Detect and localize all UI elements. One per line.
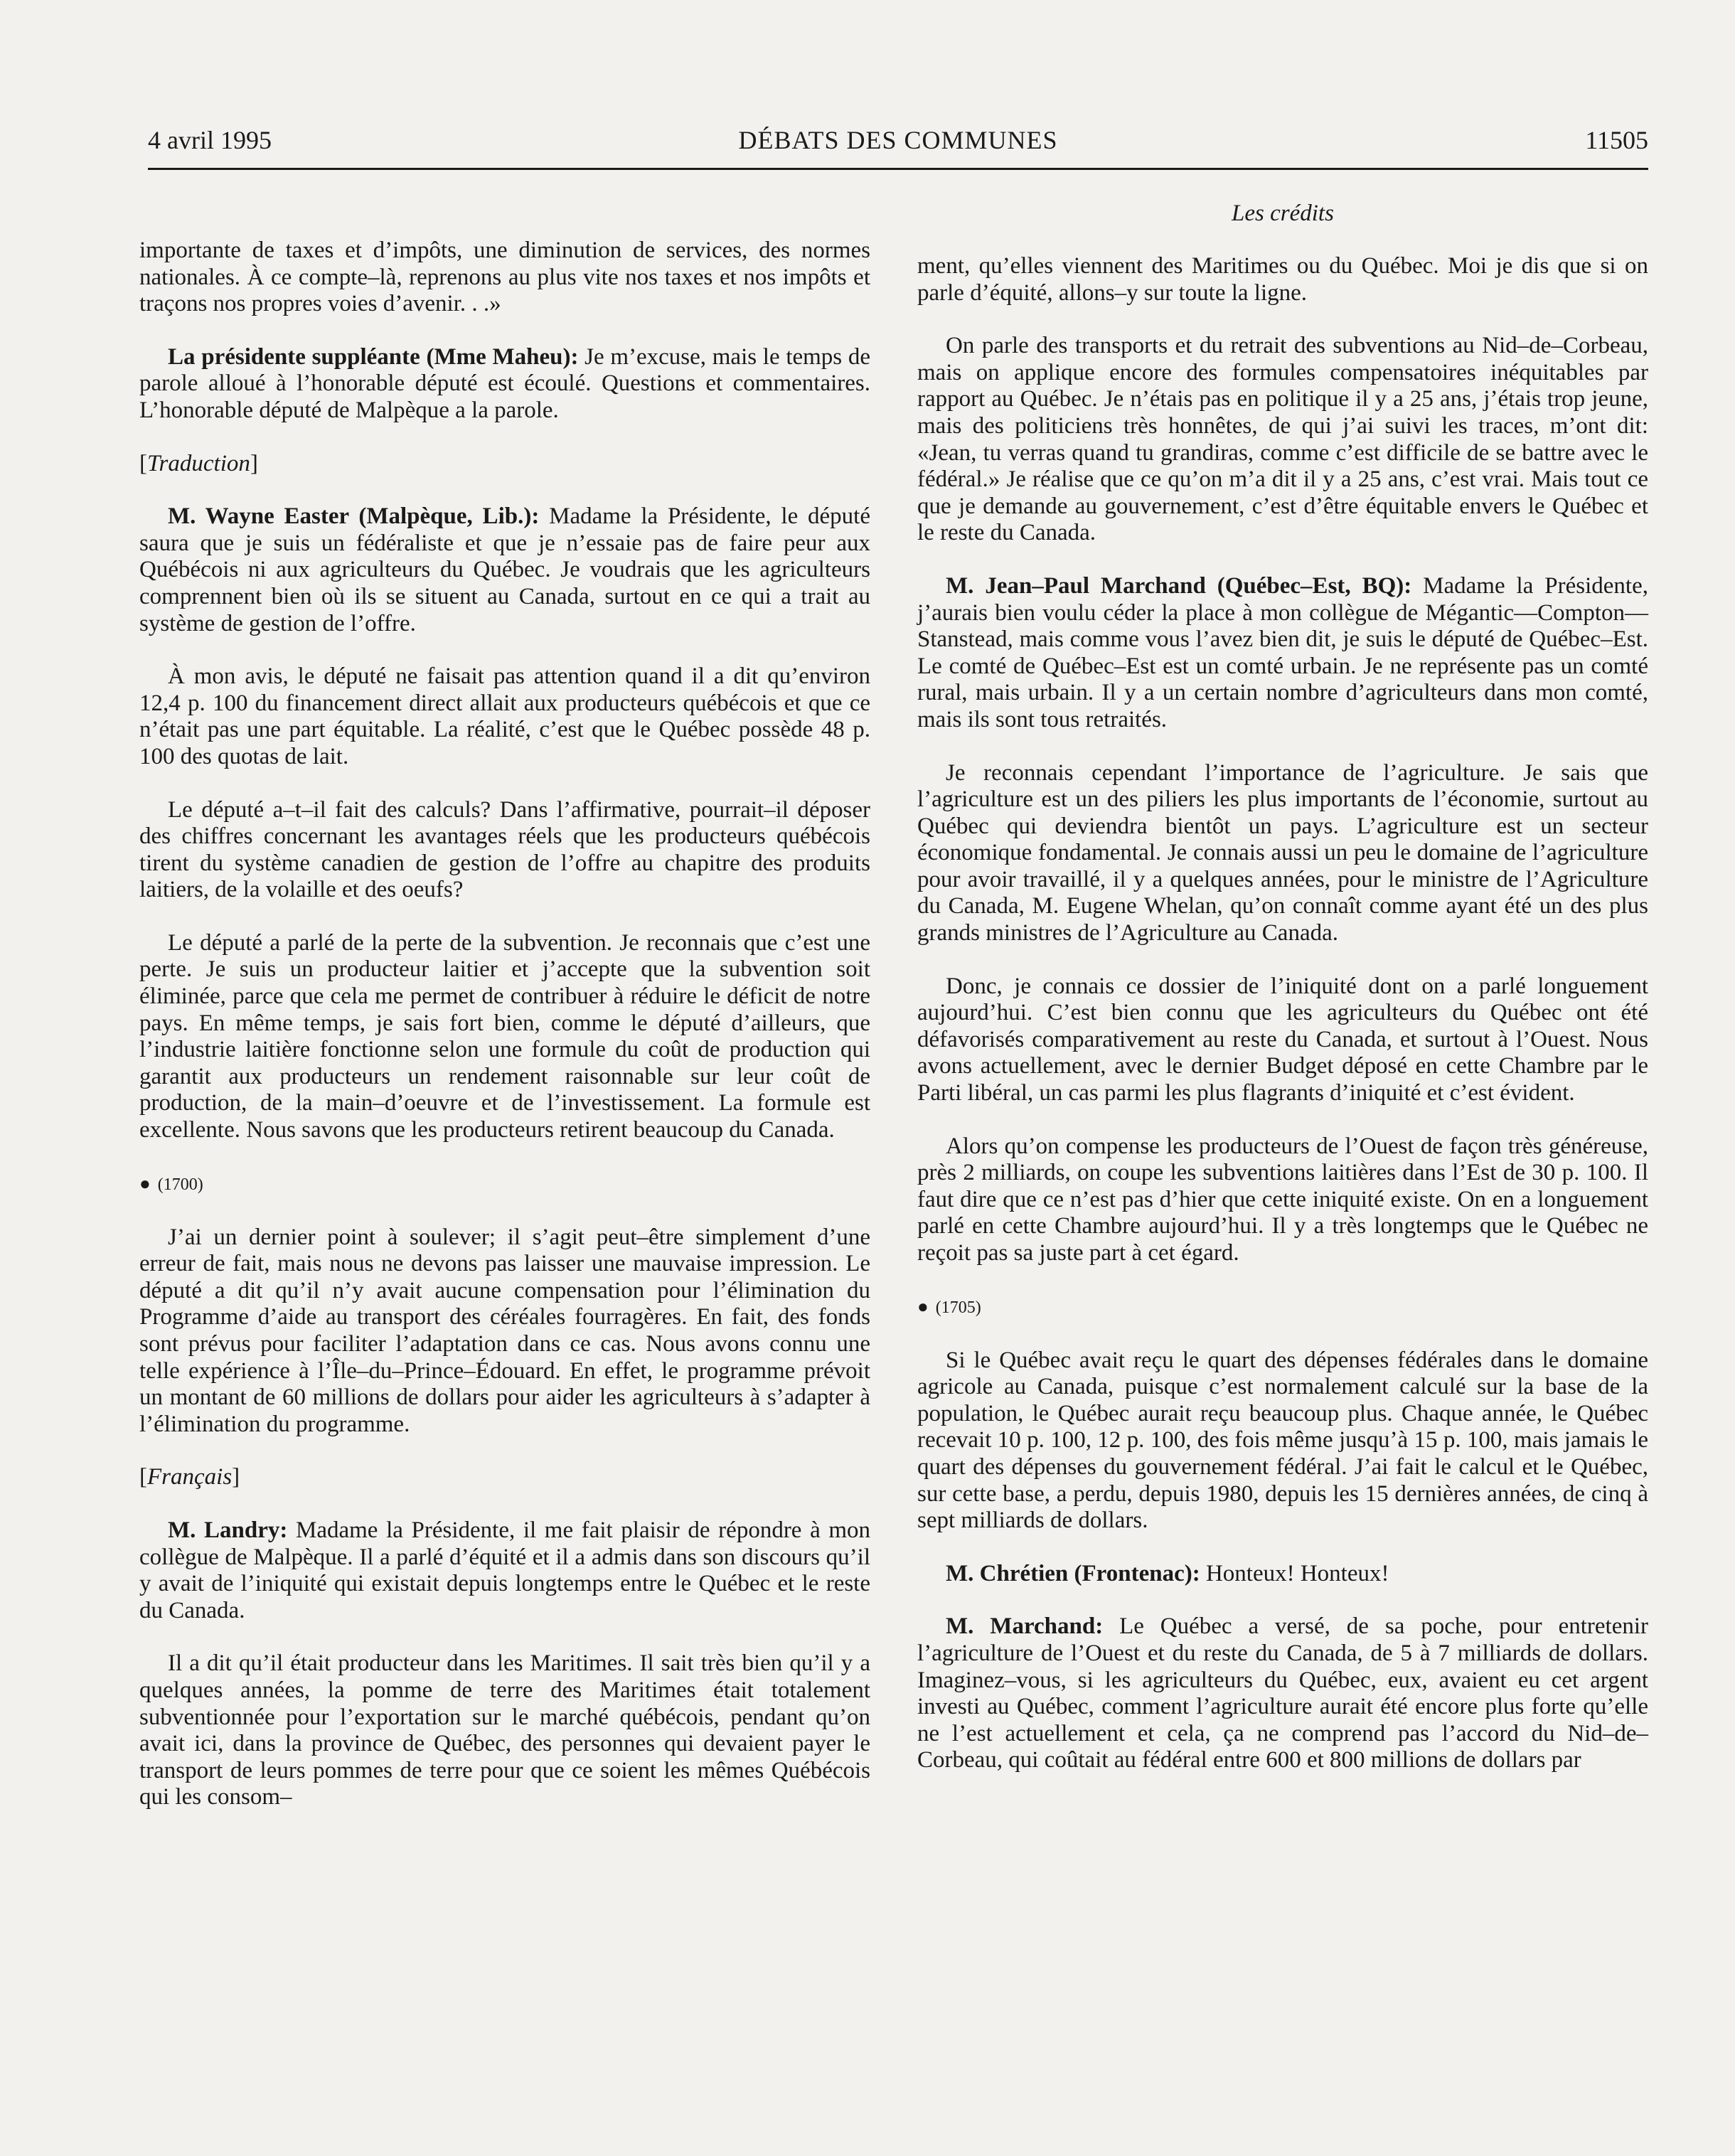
language-tag: [Traduction] [139,450,258,476]
speaker-name: M. Marchand: [946,1613,1104,1640]
header-date: 4 avril 1995 [148,126,272,154]
speaker-name: M. Chrétien (Frontenac): [946,1560,1200,1586]
speech-paragraph [139,1517,870,1624]
timestamp-text: (1700) [157,1175,203,1194]
language-tag-text: Français [147,1464,233,1490]
speech-text: Madame la Présidente, j’aurais bien voulu céder la place à mon collègue de Mégantic—Compton—Stanstead, mais comme vous l’avez bien dit, je suis le député de Québec–Est. Le comté de Québec–Est est un comté urbain. Je ne représente pas un comté rural, mais urbain. Il y a un certain nombre d’agriculteurs dans mon comté, mais ils sont tous retraités. [917,572,1648,732]
timestamp-text: (1705) [935,1298,981,1317]
speaker-name: M. Landry: [168,1517,288,1543]
paragraph: On parle des transports et du retrait des subventions au Nid–de–Corbeau, mais on applique encore des formules compensatoires inéquitables par rapport au Québec. Je n’étais pas en politique il y a 25 ans, j’étais trop jeune, mais des politiciens très honnêtes, de qui j’ai suivi les traces, m’ont dit: «Jean, tu verras quand tu grandiras, comme c’est difficile de se battre avec le fédéral.» Je réalise que ce qu’on m’a dit il y a 25 ans, c’est vrai. Mais tout ce que je demande au gouvernement, c’est d’être équitable envers le Québec et le reste du Canada. [917,333,1648,546]
speaker-name: La présidente suppléante (Mme Maheu): [168,343,579,370]
paragraph: importante de taxes et d’impôts, une diminution de services, des normes nationales. À ce compte–là, reprenons au plus vite nos taxes et nos impôts et traçons nos propres voies d’avenir. . .» [139,238,870,317]
speaker-name: M. Wayne Easter (Malpèque, Lib.): [168,503,540,530]
speech-paragraph [139,503,870,637]
speech-paragraph [917,573,1648,734]
paragraph: Je reconnais cependant l’importance de l’agriculture. Je sais que l’agriculture est un des piliers les plus importants de l’économie, surtout au Québec qui deviendra bientôt un pays. L’agriculture est un secteur économique fondamental. Je connais aussi un peu le domaine de l’agriculture pour avoir travaillé, il y a quelques années, pour le ministre de l’Agriculture du Canada, M. Eugene Whelan, qu’on connaît comme ayant été un des plus grands ministres de l’Agriculture au Canada. [917,759,1648,946]
paragraph: Il a dit qu’il était producteur dans les Maritimes. Il sait très bien qu’il y a quelques années, la pomme de terre des Maritimes était totalement subventionnée pour l’exportation sur le marché québécois, pendant qu’on avait ici, dans la province de Québec, des personnes qui devaient payer le transport de leurs pommes de terre pour que ce soient les mêmes Québécois qui les consom– [139,1650,870,1810]
speech-text: Je m’excuse, mais le temps de parole alloué à l’honorable député est écoulé. Questions et commentaires. L’honorable député de Malpèque a la parole. [139,343,870,423]
left-column [139,238,870,1837]
bullet-icon: ● [139,1173,151,1194]
paragraph: Si le Québec avait reçu le quart des dépenses fédérales dans le domaine agricole au Canada, puisque c’est normalement calculé sur la base de la population, le Québec aurait reçu beaucoup plus. Chaque année, le Québec recevait 10 p. 100, 12 p. 100, des fois même jusqu’à 15 p. 100, mais jamais le quart des dépenses du gouvernement fédéral. J’ai fait le calcul et le Québec, sur cette base, a perdu, depuis 1980, depuis les 15 dernières années, de cinq à sept milliards de dollars. [917,1347,1648,1534]
paragraph: Alors qu’on compense les producteurs de l’Ouest de façon très généreuse, près 2 milliards, on coupe les subventions laitières dans l’Est de 30 p. 100. Il faut dire que ce n’est pas d’hier que cette iniquité existe. On en a longuement parlé en cette Chambre aujourd’hui. Il y a très longtemps que le Québec ne reçoit pas sa juste part à cet égard. [917,1133,1648,1266]
language-tag: [Français] [139,1464,240,1490]
speech-paragraph [917,1613,1648,1774]
paragraph: Le député a parlé de la perte de la subvention. Je reconnais que c’est une perte. Je suis un producteur laitier et j’accepte que la subvention soit éliminée, parce que cela me permet de contribuer à réduire le déficit de notre pays. En même temps, je sais fort bien, comme le député d’ailleurs, que l’industrie laitière fonctionne selon une formule du coût de production qui garantit aux producteurs un rendement raisonnable sur leur coût de production, de la main–d’oeuvre et de l’investissement. La formule est excellente. Nous savons que les producteurs retirent beaucoup du Canada. [139,929,870,1143]
speech-paragraph [917,1561,1648,1588]
paragraph: Donc, je connais ce dossier de l’iniquité dont on a parlé longuement aujourd’hui. C’est bien connu que les agriculteurs du Québec ont été défavorisés comparativement au reste du Canada, et surtout à l’Ouest. Nous avons actuellement, avec le dernier Budget déposé en cette Chambre par le Parti libéral, un cas parmi les plus flagrants d’iniquité et c’est évident. [917,973,1648,1106]
speaker-name: M. Jean–Paul Marchand (Québec–Est, BQ): [946,572,1412,599]
section-title: Les crédits [1232,201,1334,226]
paragraph: J’ai un dernier point à soulever; il s’agit peut–être simplement d’une erreur de fait, mais nous ne devons pas laisser une mauvaise impression. Le député a dit qu’il n’y avait aucune compensation pour l’élimination du Programme d’aide au transport des céréales fourragères. En fait, des fonds sont prévus pour faciliter l’adaptation dans ce cas. Nous avons connu une telle expérience à l’Île–du–Prince–Édouard. En effet, le programme prévoit un montant de 60 millions de dollars pour aider les agriculteurs à s’adapter à l’élimination du programme. [139,1224,870,1437]
paragraph: À mon avis, le député ne faisait pas attention quand il a dit qu’environ 12,4 p. 100 du financement direct allait aux producteurs québécois et que ce n’était pas une part équitable. La réalité, c’est que le Québec possède 48 p. 100 des quotas de lait. [139,663,870,769]
timestamp [139,1170,870,1198]
bullet-icon: ● [917,1296,929,1317]
right-column [917,253,1648,1800]
language-tag-text: Traduction [147,450,250,476]
paragraph: ment, qu’elles viennent des Maritimes ou du Québec. Moi je dis que si on parle d’équité, allons–y sur toute la ligne. [917,253,1648,306]
header-page-number: 11505 [1585,126,1648,154]
speech-text: Madame la Présidente, il me fait plaisir de répondre à mon collègue de Malpèque. Il a parlé d’équité et il a admis dans son discours qu’il y avait de l’iniquité qui existait depuis longtemps entre le Québec et le reste du Canada. [139,1517,871,1623]
running-head [148,121,1648,159]
speech-text: Honteux! Honteux! [1200,1560,1389,1586]
speech-text: Madame la Présidente, le député saura que je suis un fédéraliste et que je n’essaie pas de faire peur aux Québécois ni aux agriculteurs du Québec. Je voudrais que les agriculteurs comprennent bien où ils se situent au Canada, surtout en ce qui a trait au système de gestion de l’offre. [139,503,870,636]
speech-text: Le Québec a versé, de sa poche, pour entretenir l’agriculture de l’Ouest et du reste du Canada, de 5 à 7 milliards de dollars. Imaginez–vous, si les agriculteurs du Québec, eux, avaient eu cet argent investi au Québec, comment l’agriculture aurait été encore plus forte qu’elle ne l’est actuellement et cela, ça ne comprend pas l’accord du Nid–de–Corbeau, qui coûtait au fédéral entre 600 et 800 millions de dollars par [917,1613,1648,1773]
speech-paragraph [139,344,870,425]
header-rule [148,168,1648,170]
paragraph: Le député a–t–il fait des calculs? Dans l’affirmative, pourrait–il déposer des chiffres concernant les avantages réels que les producteurs québécois tirent du système canadien de gestion de l’offre au chapitre des produits laitiers, de la volaille et des oeufs? [139,796,870,903]
header-publication: DÉBATS DES COMMUNES [738,126,1058,154]
timestamp [917,1293,1648,1321]
